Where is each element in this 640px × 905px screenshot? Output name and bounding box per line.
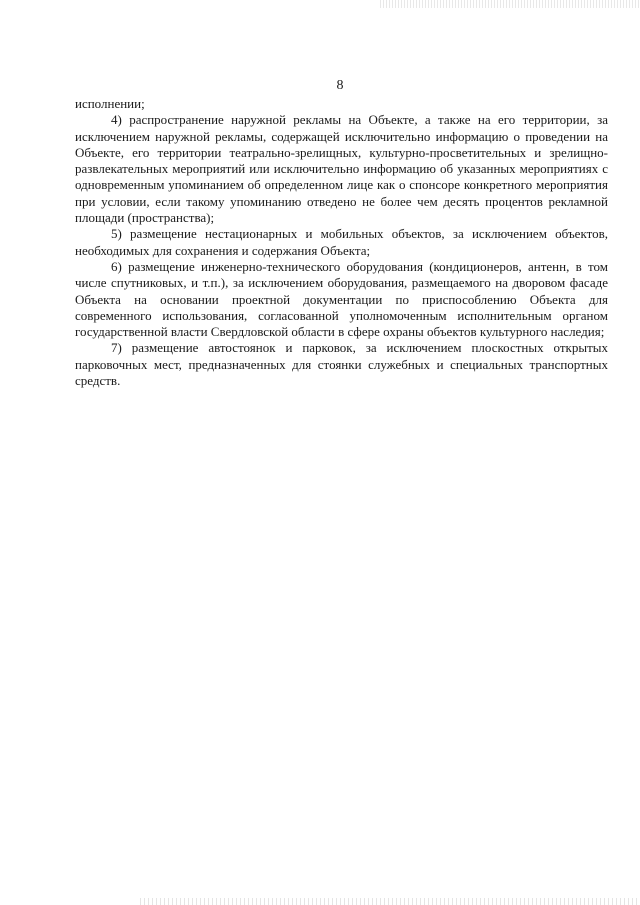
scan-edge-bottom	[140, 898, 640, 905]
page-number: 8	[336, 78, 344, 93]
document-body	[75, 96, 608, 389]
paragraph-item-7: 7) размещение автостоянок и парковок, за исключением плоскостных открытых парковочных мест, предназначенных для стоянки служебных и специальных транспортных средств.	[75, 340, 608, 389]
paragraph-continuation: исполнении;	[75, 96, 145, 111]
scan-edge-top	[380, 0, 640, 8]
paragraph-item-5: 5) размещение нестационарных и мобильных объектов, за исключением объектов, необходимых для сохранения и содержания Объекта;	[75, 226, 608, 258]
paragraph-item-6: 6) размещение инженерно-технического оборудования (кондиционеров, антенн, в том числе спутниковых, и т.п.), за исключением оборудования, размещаемого на дворовом фасаде Объекта на основании проектной документации по приспособлению Объекта для современного использования, согласованной уполномоченным исполнительным органом государственной власти Свердловской области в сфере охраны объектов культурного наследия;	[75, 258, 608, 340]
paragraph-item-4: 4) распространение наружной рекламы на Объекте, а также на его территории, за исключением наружной рекламы, содержащей исключительно информацию о проведении на Объекте, его территории театрально-зрелищных, культурно-просветительных и зрелищно-развлекательных мероприятий или исключительно информацию об указанных мероприятиях с одновременным упоминанием об определенном лице как о спонсоре конкретного мероприятия при условии, если такому упоминанию отведено не более чем десять процентов рекламной площади (пространства);	[75, 112, 608, 226]
